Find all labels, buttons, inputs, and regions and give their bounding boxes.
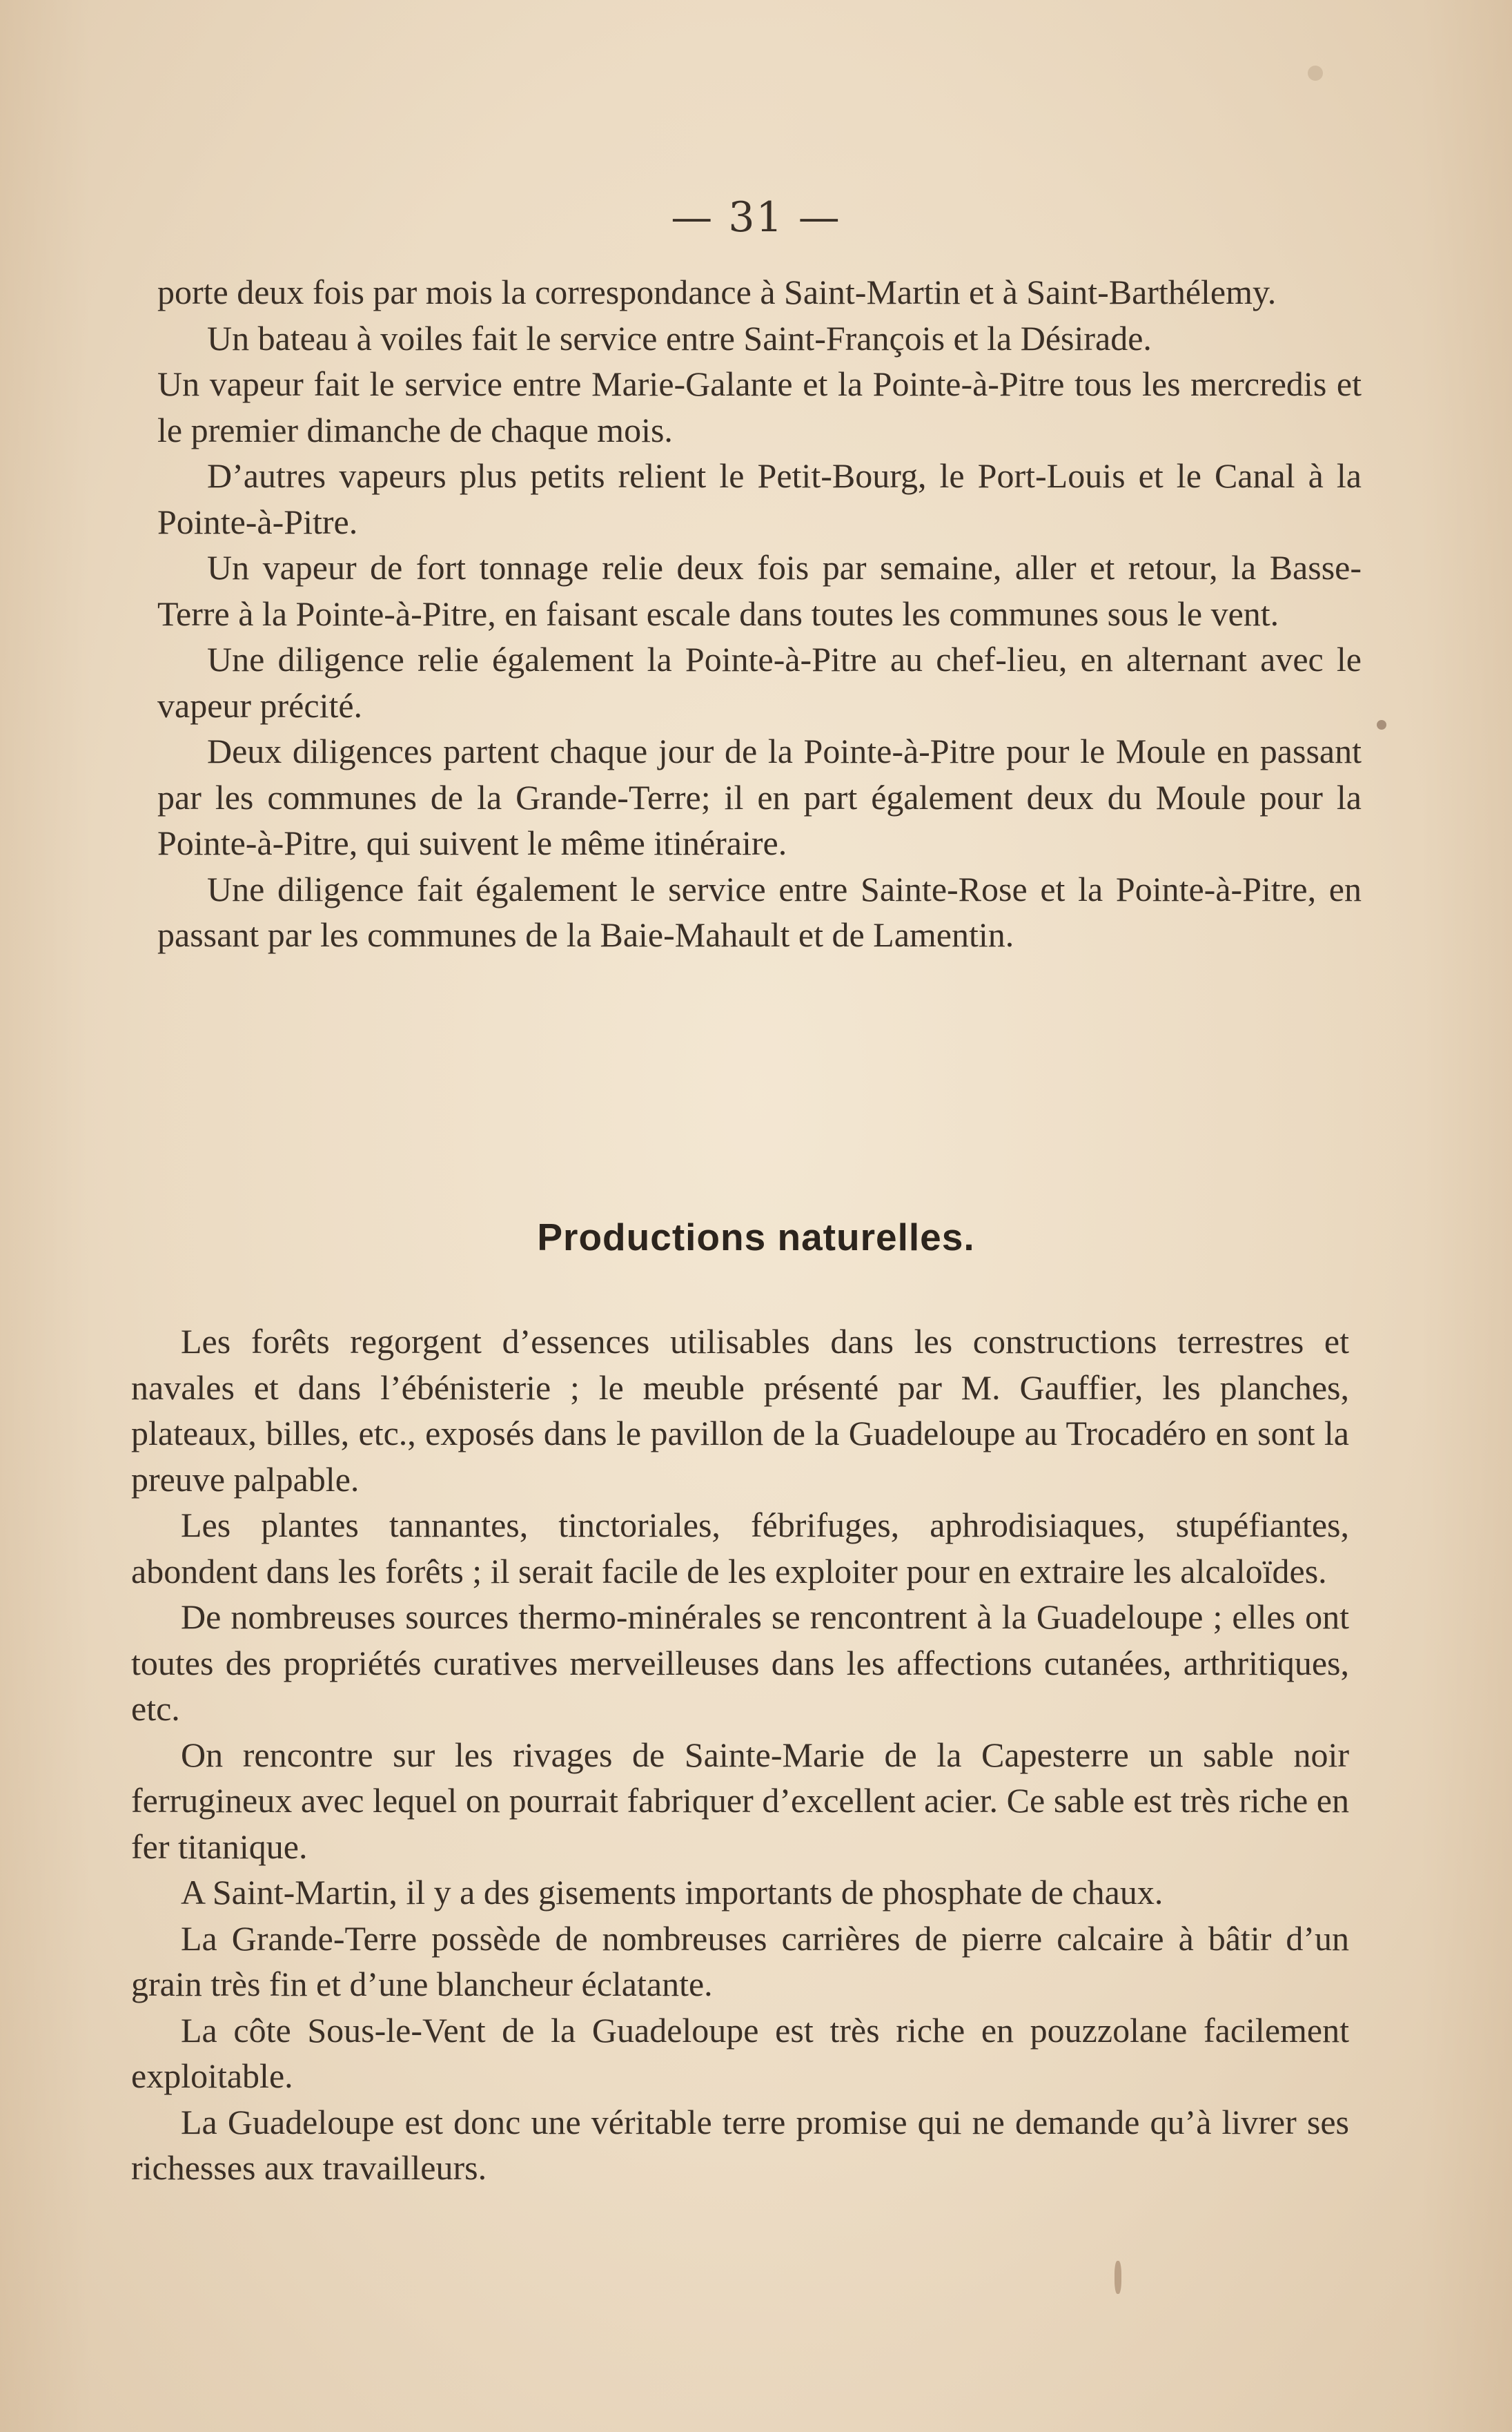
paragraph: Une diligence fait également le service entre Sainte-Rose et la Pointe-à-Pitre, en passant par les communes de la Baie-Mahault et de Lamentin. (157, 869, 1362, 954)
paragraph: La Guadeloupe est donc une véritable terre promise qui ne demande qu’à livrer ses richesses aux travailleurs. (131, 2102, 1349, 2187)
paragraph: Deux diligences partent chaque jour de la Pointe-à-Pitre pour le Moule en passant par les communes de la Grande-Terre; il en part également deux du Moule pour la Pointe-à-Pitre, qui suivent le même itinéraire. (157, 732, 1362, 862)
paragraph: A Saint-Martin, il y a des gisements importants de phosphate de chaux. (181, 1873, 1164, 1911)
transport-text (157, 269, 1362, 958)
paragraph: Les plantes tannantes, tinctoriales, fébrifuges, aphrodisiaques, stupéfiantes, abondent dans les forêts ; il serait facile de les exploiter pour en extraire les alcaloïdes. (131, 1506, 1349, 1590)
paragraph: La Grande-Terre possède de nombreuses carrières de pierre calcaire à bâtir d’un grain très fin et d’une blancheur éclatante. (131, 1918, 1349, 2003)
paper-stain (1308, 66, 1323, 81)
paragraph: Un vapeur fait le service entre Marie-Galante et la Pointe-à-Pitre tous les mercredis et le premier dimanche de chaque mois. (157, 364, 1362, 449)
paragraph: On rencontre sur les rivages de Sainte-Marie de la Capesterre un sable noir ferrugineux avec lequel on pourrait fabriquer d’excellent acier. Ce sable est très riche en fer titanique. (131, 1735, 1349, 1866)
paragraph: De nombreuses sources thermo-minérales se rencontrent à la Guadeloupe ; elles ont toutes des propriétés curatives merveilleuses dans les affections cutanées, arthritiques, etc. (131, 1597, 1349, 1728)
page-number: — 31 — (671, 193, 841, 242)
natural-productions-text (131, 1319, 1349, 2191)
paragraph: Les forêts regorgent d’essences utilisables dans les constructions terrestres et navales et dans l’ébénisterie ; le meuble présenté par M. Gauffier, les planches, plateaux, billes, etc., exposés dans le pavillon de la Guadeloupe au Trocadéro en sont la preuve palpable. (131, 1322, 1349, 1499)
section-title: Productions naturelles. (537, 1216, 975, 1258)
paper-stain (1115, 2261, 1121, 2294)
paper-stain (1377, 720, 1386, 730)
paragraph: D’autres vapeurs plus petits relient le Petit-Bourg, le Port-Louis et le Canal à la Pointe-à-Pitre. (157, 456, 1362, 541)
paragraph: La côte Sous-le-Vent de la Guadeloupe est très riche en pouzzolane facilement exploitable. (131, 2010, 1349, 2095)
paragraph: Une diligence relie également la Pointe-à-Pitre au chef-lieu, en alternant avec le vapeur précité. (157, 640, 1362, 725)
paragraph: Un vapeur de fort tonnage relie deux fois par semaine, aller et retour, la Basse-Terre à la Pointe-à-Pitre, en faisant escale dans toutes les communes sous le vent. (157, 548, 1362, 633)
paragraph: Un bateau à voiles fait le service entre Saint-François et la Désirade. (207, 318, 1152, 358)
paragraph: porte deux fois par mois la correspondance à Saint-Martin et à Saint-Barthélemy. (157, 273, 1277, 311)
